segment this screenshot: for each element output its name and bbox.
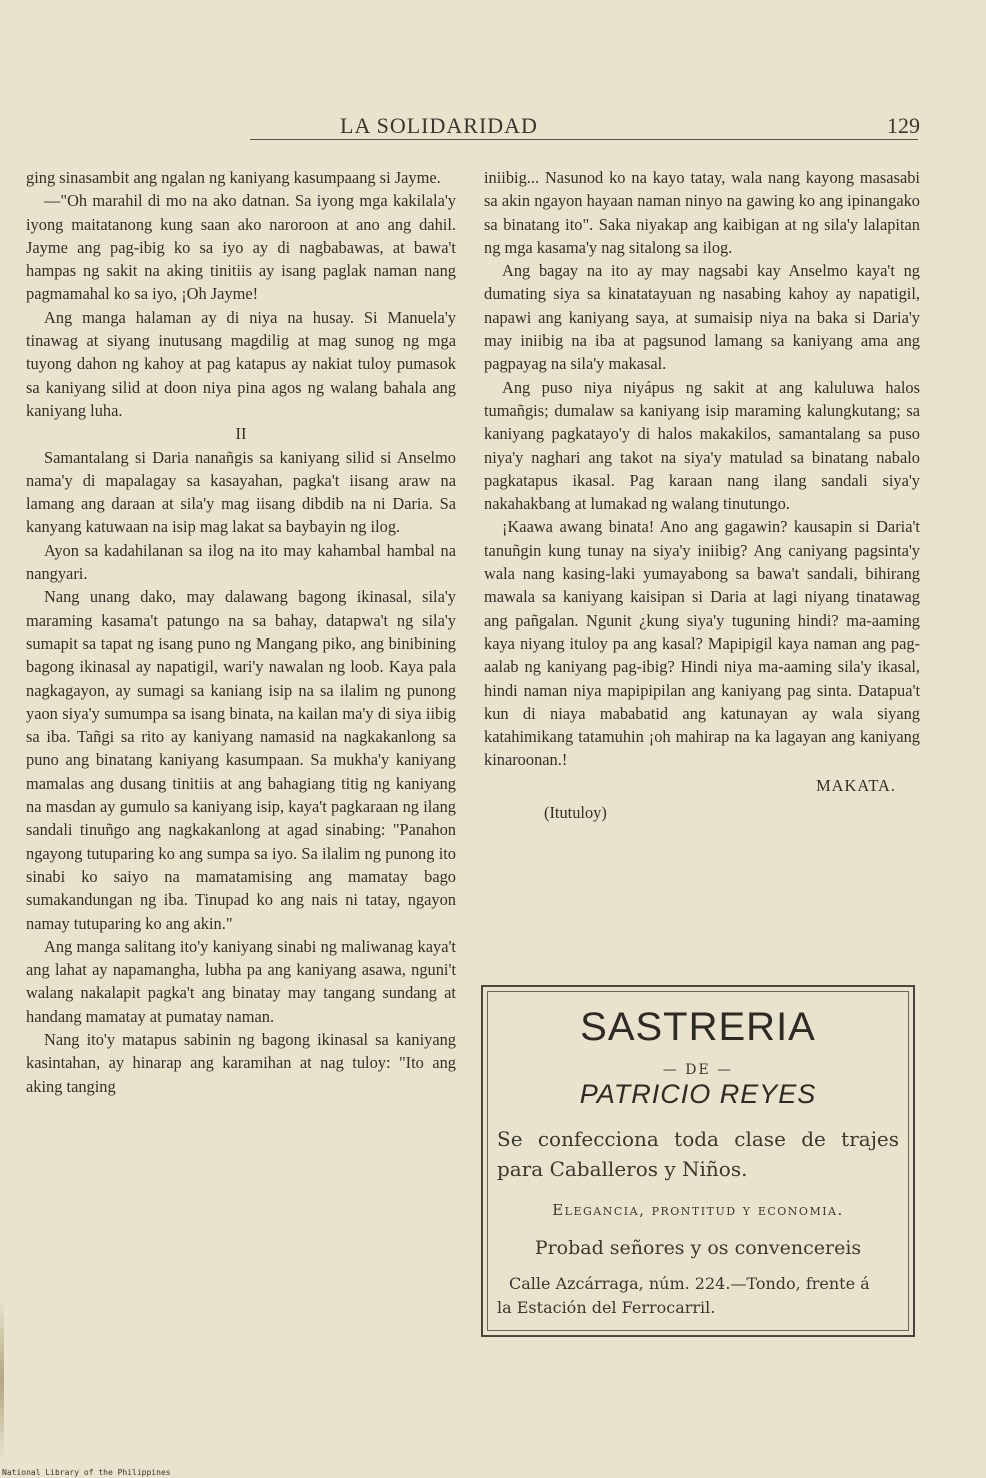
page-header bbox=[250, 113, 920, 139]
paragraph: ging sinasambit ang ngalan ng kaniyang kasumpaang si Jayme. bbox=[26, 168, 441, 187]
paragraph: Nang unang dako, may dalawang bagong ikinasal, sila'y maraming kasama't patungo na sa bahay, datapwa't ng sila'y sumapit sa tapat ng isang puno ng Mangang piko, ang binibining bagong ikinasal ay napatigil, wari'y nawalan ng loob. Kaya pala nagkagayon, ay sumagi sa kaniang isip na sa ilalim ng punong yaon siya'y sumumpa sa isang binata, na kailan ma'y di siya iibig sa iba. Tañgi sa rito ay kaniyang namasid na nagkakanlong sa puno ang binatang kaniyang kasumpaan. Sa mukha'y kaniyang mamalas ang dusang tinitiis at ang bahagiang titig ng kaniyang na masdan ay gumulo sa kaniyang isip, kaya't pagkaraan ng ilang sandali tinuñgo ang nagkakanlong at agad sinabing: "Panahon ngayong tutuparing ko ang sumpa sa iyo. Sa ilalim ng punong ito sinabi ko saiyo na mamatamising ang mamatay bago sumakandungan ng iba. Tinupad ko ang nais ni tatay, ngayon namay tutuparing ko ang akin." bbox=[26, 587, 456, 933]
right-column bbox=[484, 166, 920, 824]
advertisement-box bbox=[481, 985, 915, 1337]
ad-address-2: la Estación del Ferrocarril. bbox=[497, 1298, 716, 1317]
ad-tailor-name: PATRICIO REYES bbox=[579, 1079, 817, 1109]
ad-line-2: para Caballeros y Niños. bbox=[497, 1157, 748, 1181]
continued-note: (Itutuloy) bbox=[544, 803, 607, 823]
ad-de: — DE — bbox=[662, 1062, 734, 1078]
left-column bbox=[26, 166, 456, 1098]
paragraph: Samantalang si Daria nanañgis sa kaniyang silid si Anselmo nama'y di mapalagay sa kasayahan, pagka't iisang araw na lamang ang daraan at sila'y mag iisang dibdib na ni Daria. Sa kanyang katuwaan na isip mag lakat sa baybayin ng ilog. bbox=[26, 447, 456, 537]
page-edge-stain bbox=[0, 1300, 4, 1460]
section-number: II bbox=[235, 424, 247, 444]
paragraph: Ang manga halaman ay di niya na husay. Si Manuela'y tinawag at siyang inutusang magdilig at mag sunog ng mga tuyong dahon ng kahoy at pag katapus ay nakiat tuloy pumasok sa kaniyang silid at doon niya pina agos ng walang bahala ang kaniyang luha. bbox=[26, 307, 456, 420]
page-number: 129 bbox=[887, 113, 920, 138]
ad-address-1: Calle Azcárraga, núm. 224.—Tondo, frente á bbox=[509, 1274, 870, 1293]
paragraph: iniibig... Nasunod ko na kayo tatay, wala nang kayong masasabi sa akin ngayon hayaan naman ninyo na gawing ko ang ipinangako sa binatang ito". Saka niyakap ang kaibigan at ng sila'y lalapitan ng mga kasama'y nag sitalong sa ilog. bbox=[484, 168, 920, 257]
paragraph: Ayon sa kadahilanan sa ilog na ito may kahambal hambal na nangyari. bbox=[26, 540, 456, 584]
paragraph: Ang bagay na ito ay may nagsabi kay Anselmo kaya't ng dumating siya sa kinatatayuan ng nasabing kahoy ay napatigil, napawi ang kaniyang saya, at sumaisip niya na baka si Daria'y may iniibig na iba at pagsunod lamang sa kaniyang ama ang pagpayag na sila'y makasal. bbox=[484, 261, 920, 374]
ad-title: SASTRERIA bbox=[580, 1005, 816, 1049]
library-credit: National Library of the Philippines bbox=[2, 1468, 171, 1477]
paragraph: —"Oh marahil di mo na ako datnan. Sa iyong mga kakilala'y iyong maitatanong kung saan ako naroroon at ano ang dahil. Jayme ang pag-ibig ko sa iyo ay di nagbabawas, at bawa't hampas ng sakit na aking tinitiis ay isang paglak naman nang pagmamahal ko sa iyo, ¡Oh Jayme! bbox=[26, 191, 456, 304]
paragraph: Nang ito'y matapus sabinin ng bagong ikinasal sa kaniyang kasintahan, ay hinarap ang karamihan at nag tuloy: "Ito ang aking tanging bbox=[26, 1029, 456, 1096]
author-signature: MAKATA. bbox=[816, 775, 896, 795]
ad-line-1: Se confecciona toda clase de trajes bbox=[497, 1127, 899, 1151]
paragraph: Ang puso niya niyápus ng sakit at ang kaluluwa halos tumañgis; dumalaw sa kaniyang isip maraming kalungkutang; sa kaniyang pagkatayo'y di halos makakilos, samantalang sa puso niya'y naghari ang takot na siya'y matulad sa binatang nabalo pagkatapus ikasal. Pag karaan nang ilang sandali siya'y nakahakbang at lumakad ng walang tinutungo. bbox=[484, 377, 920, 514]
paragraph: Ang manga salitang ito'y kaniyang sinabi ng maliwanag kaya't ang lahat ay napamangha, lubha pa ang kaniyang asawa, nguni't walang nakalapit pagka't ang binatay may tangang sundang at handang mamatay at pumatay naman. bbox=[26, 936, 456, 1026]
publication-title: LA SOLIDARIDAD bbox=[340, 113, 538, 138]
header-rule bbox=[250, 139, 918, 140]
paragraph: ¡Kaawa awang binata! Ano ang gagawin? kausapin si Daria't tanuñgin kung tunay na siya'y iniibig? Ang caniyang pagsinta'y wala nang kasing-laki yumayabong sa bawa't sandali, bihirang mawala sa kaniyang kaisipan si Daria at lagi niyang tinatawag ang pañgalan. Ngunit ¿kung siya'y tuguning hindi? ma-aaming kaya niyang ituloy pa ang kasal? Mapipigil kaya naman ang pag-aalab ng kaniyang pag-ibig? Hindi niya ma-aaming sila'y ikasal, hindi naman niya mapipipilan ang kaniyang pag sinta. Datapua't kun di niaya mababatid ang katunayan ay wala siyang katahimikang tatamuhin ¡oh mahirap na ka lagayan ang kaniyang kinaroonan.! bbox=[484, 517, 920, 770]
ad-motto: Elegancia, prontitud y economia. bbox=[552, 1201, 844, 1219]
ad-probad: Probad señores y os convencereis bbox=[534, 1237, 862, 1259]
